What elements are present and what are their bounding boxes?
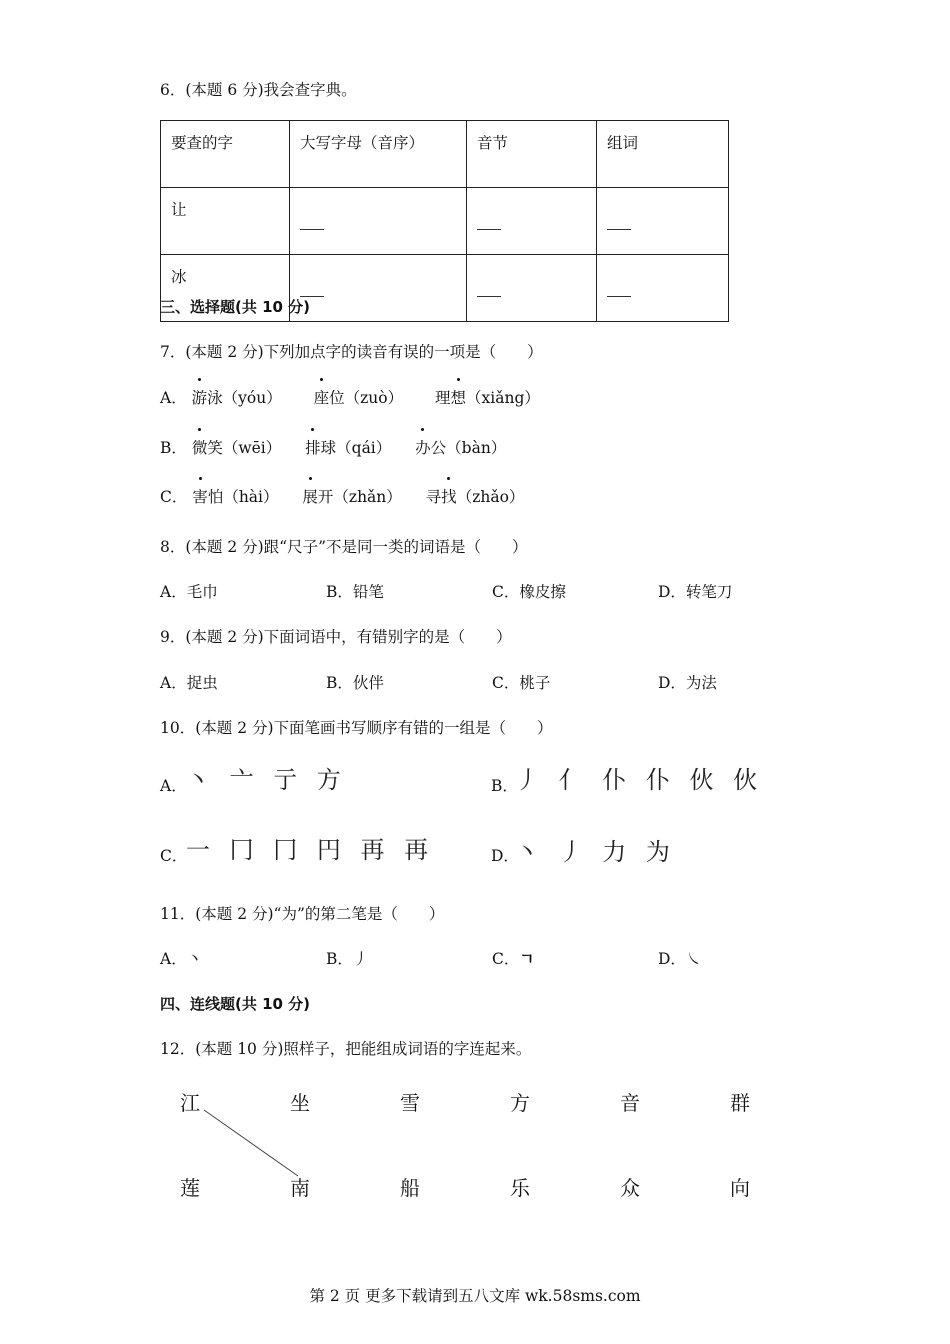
option-letter: B． [491, 777, 518, 795]
query-char: 冰 [161, 255, 290, 322]
q8-option-a[interactable]: A．毛巾 [160, 583, 218, 601]
q6-title: 6．(本题 6 分)我会查字典。 [160, 81, 357, 99]
option-text: 开（zhǎn） [317, 488, 402, 506]
option-letter: C． [160, 488, 188, 506]
dotted-char: 微 [192, 436, 208, 458]
bottom-char[interactable]: 南 [290, 1176, 310, 1200]
option-letter: D． [491, 847, 519, 865]
option-text: 理 [434, 389, 451, 407]
option-text: 泳（yóu） [207, 389, 282, 407]
bottom-char[interactable]: 众 [620, 1176, 640, 1200]
q8-option-b[interactable]: B．铅笔 [326, 583, 384, 601]
header-cell: 大写字母（音序） [290, 121, 467, 188]
bottom-char[interactable]: 莲 [180, 1176, 200, 1200]
dotted-char: 游 [192, 386, 208, 408]
top-char[interactable]: 江 [180, 1091, 200, 1115]
stroke-sequence: 丿 亻 仆 仆 伙 伙 [515, 766, 764, 794]
option-letter: C． [492, 950, 520, 968]
top-char[interactable]: 坐 [290, 1091, 310, 1115]
stroke-glyph: ㇏ [685, 950, 702, 968]
q10-title: 10．(本题 2 分)下面笔画书写顺序有错的一组是（ ） [160, 719, 553, 737]
option-text: 球（qái） [320, 439, 392, 457]
example-connector-line [204, 1110, 298, 1176]
dotted-char: 展 [302, 485, 318, 507]
top-char[interactable]: 音 [620, 1091, 640, 1115]
query-char: 让 [161, 188, 290, 255]
header-cell: 组词 [597, 121, 729, 188]
section-title: 四、连线题(共 10 分) [160, 995, 311, 1013]
q11-title: 11．(本题 2 分)“为”的第二笔是（ ） [160, 905, 445, 923]
option-text: 寻 [425, 488, 442, 506]
stroke-glyph: 丶 [186, 950, 203, 968]
option-text: （xiǎng） [466, 389, 540, 407]
option-text: 公（bàn） [430, 439, 507, 457]
q9-option-c[interactable]: C．桃子 [492, 674, 551, 692]
option-text: 位（zuò） [329, 389, 404, 407]
q7-title: 7．(本题 2 分)下列加点字的读音有误的一项是（ ） [160, 343, 543, 361]
stroke-sequence: 一 冂 冂 円 再 再 [186, 836, 435, 864]
stroke-glyph: ㄱ [519, 949, 535, 968]
option-letter: C． [160, 847, 188, 865]
q8-option-d[interactable]: D．转笔刀 [658, 583, 733, 601]
dotted-char: 排 [305, 436, 321, 458]
q9-title: 9．(本题 2 分)下面词语中，有错别字的是（ ） [160, 628, 512, 646]
q9-option-d[interactable]: D．为法 [658, 674, 717, 692]
stroke-sequence: 丶 亠 亍 方 [186, 766, 347, 794]
option-letter: B． [160, 439, 187, 457]
option-letter: A． [160, 777, 187, 795]
header-cell: 音节 [467, 121, 597, 188]
bottom-char[interactable]: 船 [400, 1176, 420, 1200]
option-letter: D． [658, 950, 686, 968]
option-text: （zhǎo） [456, 488, 525, 506]
dotted-char: 座 [314, 386, 330, 408]
dotted-char: 办 [415, 436, 431, 458]
page-footer: 第 2 页 更多下载请到五八文库 wk.58sms.com [309, 1287, 641, 1305]
q8-title: 8．(本题 2 分)跟“尺子”不是同一类的词语是（ ） [160, 538, 528, 556]
q9-option-b[interactable]: B．伙伴 [326, 674, 384, 692]
q9-option-a[interactable]: A．捉虫 [160, 674, 218, 692]
option-letter: A． [160, 389, 187, 407]
top-char[interactable]: 雪 [400, 1091, 420, 1115]
q8-option-c[interactable]: C．橡皮擦 [492, 583, 566, 601]
header-cell: 要查的字 [161, 121, 290, 188]
option-letter: B． [326, 950, 353, 968]
dotted-char: 想 [451, 386, 467, 408]
section-title: 三、选择题(共 10 分) [160, 298, 311, 316]
top-char[interactable]: 方 [510, 1091, 530, 1115]
option-text: 笑（wēi） [207, 439, 282, 457]
option-text: 怕（hài） [207, 488, 279, 506]
stroke-glyph: 丿 [352, 950, 369, 968]
q12-title: 12．(本题 10 分)照样子，把能组成词语的字连起来。 [160, 1040, 532, 1058]
dotted-char: 找 [441, 485, 457, 507]
top-char[interactable]: 群 [730, 1091, 750, 1115]
option-letter: A． [160, 950, 187, 968]
stroke-sequence: 丶 丿 力 为 [515, 838, 676, 866]
dotted-char: 害 [192, 485, 208, 507]
bottom-char[interactable]: 乐 [510, 1176, 530, 1200]
bottom-char[interactable]: 向 [730, 1176, 750, 1200]
